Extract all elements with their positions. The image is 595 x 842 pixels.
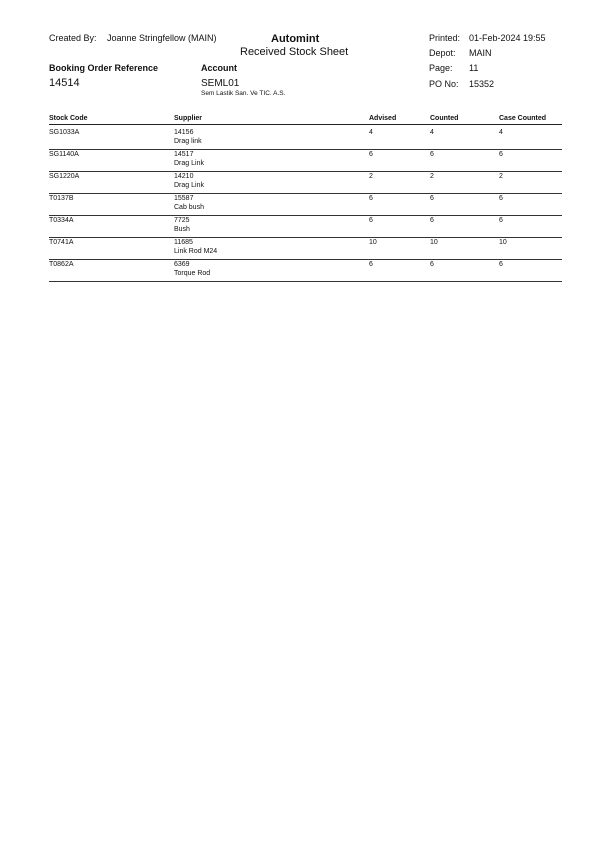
case-counted-qty: 6 xyxy=(499,217,503,224)
printed-label: Printed: xyxy=(429,33,461,43)
col-header-supplier: Supplier xyxy=(174,115,203,122)
account-label: Account xyxy=(201,63,237,73)
counted-qty: 6 xyxy=(430,217,434,224)
case-counted-qty: 6 xyxy=(499,195,503,202)
created-by-value: Joanne Stringfellow (MAIN) xyxy=(107,33,217,43)
counted-qty: 4 xyxy=(430,129,434,136)
account-name: Sem Lastik San. Ve TIC. A.S. xyxy=(201,90,286,97)
stock-code: T0137B xyxy=(49,195,74,202)
col-header-case-counted: Case Counted xyxy=(499,115,547,122)
case-counted-qty: 2 xyxy=(499,173,503,180)
booking-ref-label: Booking Order Reference xyxy=(49,63,159,73)
stock-code: SG1033A xyxy=(49,129,80,136)
advised-qty: 6 xyxy=(369,151,373,158)
item-description: Cab bush xyxy=(174,204,204,211)
po-value: 15352 xyxy=(469,79,495,89)
table-row xyxy=(49,194,562,216)
counted-qty: 2 xyxy=(430,173,434,180)
created-by-label: Created By: xyxy=(49,33,97,43)
item-description: Drag Link xyxy=(174,182,204,189)
supplier-ref: 11685 xyxy=(174,239,193,246)
item-description: Torque Rod xyxy=(174,270,211,277)
counted-qty: 6 xyxy=(430,151,434,158)
page-value: 11 xyxy=(469,63,479,73)
printed-value: 01-Feb-2024 19:55 xyxy=(469,33,546,43)
report-title: Received Stock Sheet xyxy=(240,46,349,58)
table-row xyxy=(49,128,562,150)
supplier-ref: 15587 xyxy=(174,195,194,202)
company-name: Automint xyxy=(271,33,320,45)
advised-qty: 4 xyxy=(369,129,373,136)
case-counted-qty: 4 xyxy=(499,129,503,136)
col-header-stock-code: Stock Code xyxy=(49,115,88,122)
advised-qty: 6 xyxy=(369,195,373,202)
item-description: Bush xyxy=(174,226,190,233)
depot-label: Depot: xyxy=(429,48,456,58)
supplier-ref: 14156 xyxy=(174,129,194,136)
table-row xyxy=(49,150,562,172)
table-row xyxy=(49,238,562,260)
booking-ref-value: 14514 xyxy=(49,77,80,89)
advised-qty: 10 xyxy=(369,239,377,246)
stock-code: T0334A xyxy=(49,217,74,224)
item-description: Drag Link xyxy=(174,160,204,167)
row-divider xyxy=(49,281,562,282)
case-counted-qty: 10 xyxy=(499,239,507,246)
stock-code: T0741A xyxy=(49,239,74,246)
po-label: PO No: xyxy=(429,79,459,89)
item-description: Link Rod M24 xyxy=(174,248,218,255)
table-row xyxy=(49,260,562,282)
stock-code: T0862A xyxy=(49,261,74,268)
table-row xyxy=(49,216,562,238)
table-row xyxy=(49,172,562,194)
stock-code: SG1220A xyxy=(49,173,80,180)
advised-qty: 6 xyxy=(369,217,373,224)
table-header-rule xyxy=(49,124,562,125)
supplier-ref: 14517 xyxy=(174,151,194,158)
stock-code: SG1140A xyxy=(49,151,79,158)
supplier-ref: 7725 xyxy=(174,217,190,224)
depot-value: MAIN xyxy=(469,48,492,58)
account-value: SEML01 xyxy=(201,78,240,89)
page-label: Page: xyxy=(429,63,453,73)
counted-qty: 6 xyxy=(430,261,434,268)
case-counted-qty: 6 xyxy=(499,151,503,158)
item-description: Drag link xyxy=(174,138,202,145)
supplier-ref: 6369 xyxy=(174,261,190,268)
advised-qty: 2 xyxy=(369,173,373,180)
counted-qty: 6 xyxy=(430,195,434,202)
supplier-ref: 14210 xyxy=(174,173,194,180)
counted-qty: 10 xyxy=(430,239,438,246)
col-header-advised: Advised xyxy=(369,115,397,122)
col-header-counted: Counted xyxy=(430,115,459,122)
case-counted-qty: 6 xyxy=(499,261,503,268)
advised-qty: 6 xyxy=(369,261,373,268)
